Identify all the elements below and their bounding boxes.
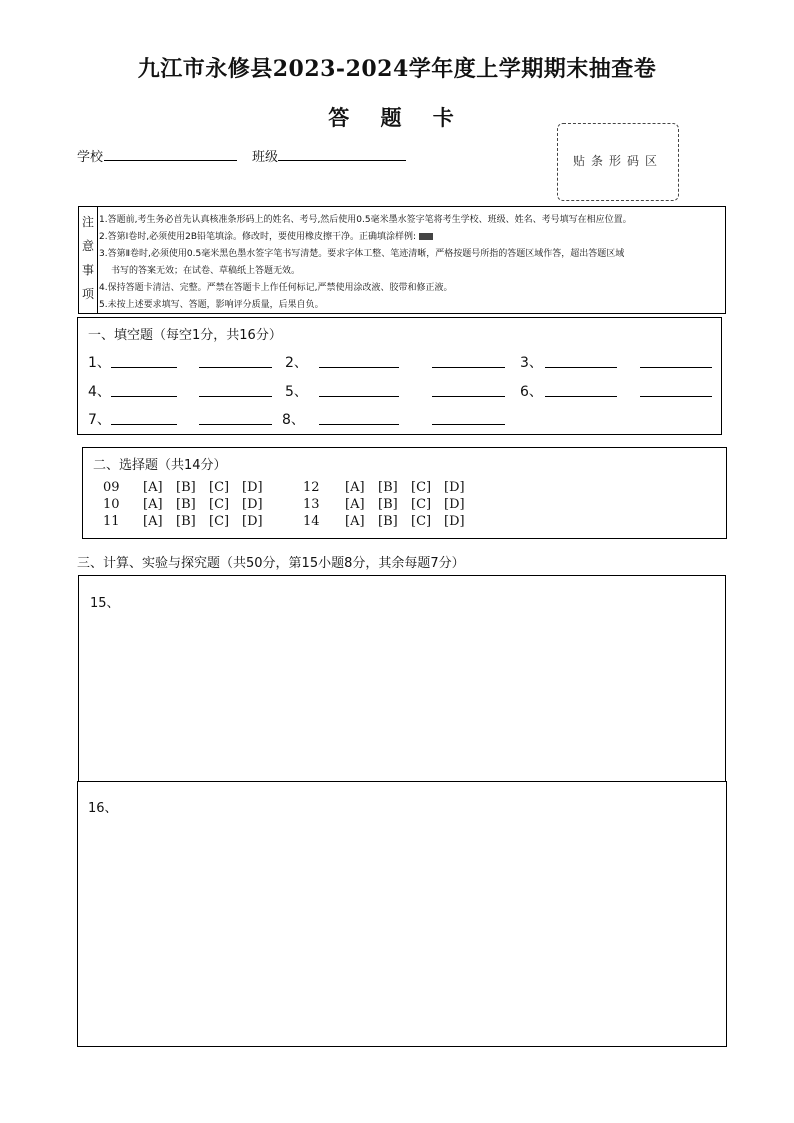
question-16-label: 16、 [88,801,118,816]
answer-blank[interactable] [111,396,177,397]
note-item: 5.未按上述要求填写、答题，影响评分质量，后果自负。 [99,300,324,310]
school-field[interactable] [104,160,237,161]
class-label: 班级 [252,150,279,165]
mc-question-row [303,480,477,495]
note-item: 4.保持答题卡清洁、完整。严禁在答题卡上作任何标记,严禁使用涂改液、胶带和修正液。 [99,283,453,293]
answer-blank[interactable] [199,396,272,397]
section3-title: 三、计算、实验与探究题（共50分，第15小题8分，其余每题7分） [77,556,465,571]
answer-blank[interactable] [432,424,505,425]
answer-blank[interactable] [640,367,712,368]
barcode-area [557,123,679,201]
answer-blank[interactable] [640,396,712,397]
mc-option-b[interactable]: [B] [378,497,398,512]
mc-number: 11 [103,514,120,529]
mc-option-d[interactable]: [D] [444,480,465,495]
school-label: 学校 [77,150,104,165]
mc-number: 10 [103,497,120,512]
answer-blank[interactable] [199,367,272,368]
mc-option-d[interactable]: [D] [444,497,465,512]
answer-blank[interactable] [319,367,399,368]
mc-option-a[interactable]: [A] [345,480,365,495]
mc-option-a[interactable]: [A] [143,480,163,495]
mc-option-b[interactable]: [B] [176,480,196,495]
mc-option-c[interactable]: [C] [411,480,432,495]
blank-number: 2、 [285,355,308,371]
mc-option-b[interactable]: [B] [378,480,398,495]
fill-sample-mark [419,233,433,240]
answer-sheet-subtitle: 答 题 卡 [328,105,466,130]
blank-number: 3、 [520,355,543,371]
blank-number: 7、 [88,412,111,428]
mc-option-b[interactable]: [B] [176,514,196,529]
mc-option-a[interactable]: [A] [345,514,365,529]
blank-number: 6、 [520,384,543,400]
note-item: 1.答题前,考生务必首先认真核准条形码上的姓名、考号,然后使用0.5毫米墨水签字笔将考生学校、班级、姓名、考号填写在相应位置。 [99,215,632,225]
blank-number: 5、 [285,384,308,400]
mc-option-a[interactable]: [A] [345,497,365,512]
mc-option-c[interactable]: [C] [411,497,432,512]
mc-question-row [103,480,275,495]
mc-number: 13 [303,497,320,512]
note-item: 3.答第Ⅱ卷时,必须使用0.5毫米黑色墨水签字笔书写清楚。要求字体工整、笔迹清晰，严格按题号所指的答题区域作答，超出答题区域 [99,249,625,259]
page-title: 九江市永修县2023-2024学年度上学期期末抽查卷 [137,56,657,82]
answer-blank[interactable] [545,396,617,397]
blank-number: 1、 [88,355,111,371]
mc-option-d[interactable]: [D] [444,514,465,529]
blank-number: 4、 [88,384,111,400]
mc-question-row [103,497,275,512]
class-field[interactable] [278,160,406,161]
mc-number: 14 [303,514,320,529]
mc-option-c[interactable]: [C] [209,497,230,512]
mc-option-a[interactable]: [A] [143,514,163,529]
answer-blank[interactable] [111,367,177,368]
mc-option-b[interactable]: [B] [378,514,398,529]
mc-question-row [303,514,477,529]
answer-blank[interactable] [199,424,272,425]
mc-option-a[interactable]: [A] [143,497,163,512]
blank-number: 8、 [282,412,305,428]
mc-option-d[interactable]: [D] [242,480,263,495]
note-item: 书写的答案无效；在试卷、草稿纸上答题无效。 [111,266,301,276]
question-15-label: 15、 [90,596,120,611]
answer-blank[interactable] [111,424,177,425]
answer-blank[interactable] [432,396,505,397]
mc-option-d[interactable]: [D] [242,497,263,512]
mc-question-row [103,514,275,529]
barcode-label: 贴条形码区 [572,154,663,168]
answer-blank[interactable] [319,424,399,425]
mc-question-row [303,497,477,512]
note-item: 2.答第Ⅰ卷时,必须使用2B铅笔填涂。修改时，要使用橡皮擦干净。正确填涂样例: [99,229,433,242]
mc-number: 12 [303,480,320,495]
multiple-choice-section [82,447,727,539]
mc-option-c[interactable]: [C] [209,480,230,495]
notes-box [78,206,726,314]
section2-title: 二、选择题（共14分） [93,458,227,473]
answer-box-16[interactable] [77,781,727,1047]
answer-blank[interactable] [432,367,505,368]
answer-box-15[interactable] [78,575,726,782]
mc-number: 09 [103,480,120,495]
mc-option-b[interactable]: [B] [176,497,196,512]
answer-blank[interactable] [545,367,617,368]
mc-option-d[interactable]: [D] [242,514,263,529]
notes-side-label: 注 意 事 项 [79,207,98,313]
fill-blank-section [77,317,722,435]
section1-title: 一、填空题（每空1分，共16分） [88,328,282,343]
mc-option-c[interactable]: [C] [209,514,230,529]
mc-option-c[interactable]: [C] [411,514,432,529]
answer-blank[interactable] [319,396,399,397]
